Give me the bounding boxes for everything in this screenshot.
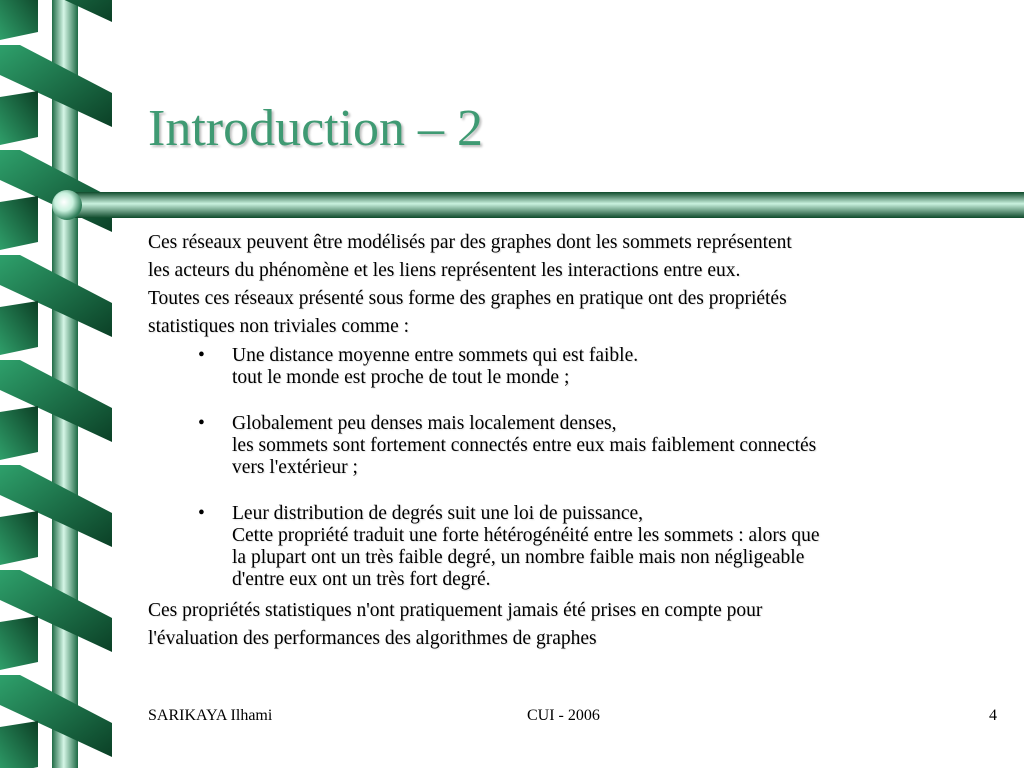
slide-body (148, 229, 1008, 653)
paragraph-1-line-2: les acteurs du phénomène et les liens représentent les interactions entre eux. (148, 260, 741, 281)
ribbon-fold (0, 406, 38, 460)
list-item (148, 503, 1008, 591)
spiral-ribbon (0, 0, 112, 768)
paragraph-3 (148, 597, 1008, 653)
horizontal-rod (70, 192, 1024, 218)
list-item-line: Cette propriété traduit une forte hétérogénéité entre les sommets : alors que (232, 525, 820, 546)
paragraph-2-line-2: statistiques non triviales comme : (148, 316, 410, 337)
bullet-icon: • (198, 503, 205, 524)
ribbon-fold (0, 91, 38, 145)
ribbon-fold (0, 721, 38, 768)
paragraph-3-line-1: Ces propriétés statistiques n'ont pratiquement jamais été prises en compte pour (148, 600, 763, 621)
list-item (148, 413, 1008, 479)
ribbon-fold (0, 0, 38, 40)
paragraph-1-line-1: Ces réseaux peuvent être modélisés par des graphes dont les sommets représentent (148, 232, 792, 253)
list-item-line: Leur distribution de degrés suit une loi de puissance, (232, 503, 644, 524)
list-item-line: tout le monde est proche de tout le monde ; (232, 367, 570, 388)
paragraph-2 (148, 285, 1008, 341)
footer-page-number: 4 (989, 707, 997, 724)
ribbon-fold (0, 616, 38, 670)
paragraph-1 (148, 229, 1008, 285)
footer-event: CUI - 2006 (527, 707, 600, 724)
list-item-line: vers l'extérieur ; (232, 457, 358, 478)
property-list (148, 345, 1008, 591)
bullet-icon: • (198, 413, 205, 434)
footer-author: SARIKAYA Ilhami (148, 707, 273, 724)
list-item (148, 345, 1008, 389)
ribbon-fold (0, 196, 38, 250)
paragraph-2-line-1: Toutes ces réseaux présenté sous forme des graphes en pratique ont des propriétés (148, 288, 787, 309)
list-item-line: Une distance moyenne entre sommets qui est faible. (232, 345, 639, 366)
bullet-icon: • (198, 345, 205, 366)
list-item-line: Globalement peu denses mais localement denses, (232, 413, 617, 434)
ribbon-fold (0, 301, 38, 355)
list-item-line: les sommets sont fortement connectés entre eux mais faiblement connectés (232, 435, 817, 456)
ribbon-fold (0, 511, 38, 565)
list-item-line: d'entre eux ont un très fort degré. (232, 569, 491, 590)
rod-joint (52, 190, 82, 220)
list-item-line: la plupart ont un très faible degré, un nombre faible mais non négligeable (232, 547, 805, 568)
paragraph-3-line-2: l'évaluation des performances des algorithmes de graphes (148, 628, 597, 649)
slide-title: Introduction – 2 (148, 100, 484, 157)
